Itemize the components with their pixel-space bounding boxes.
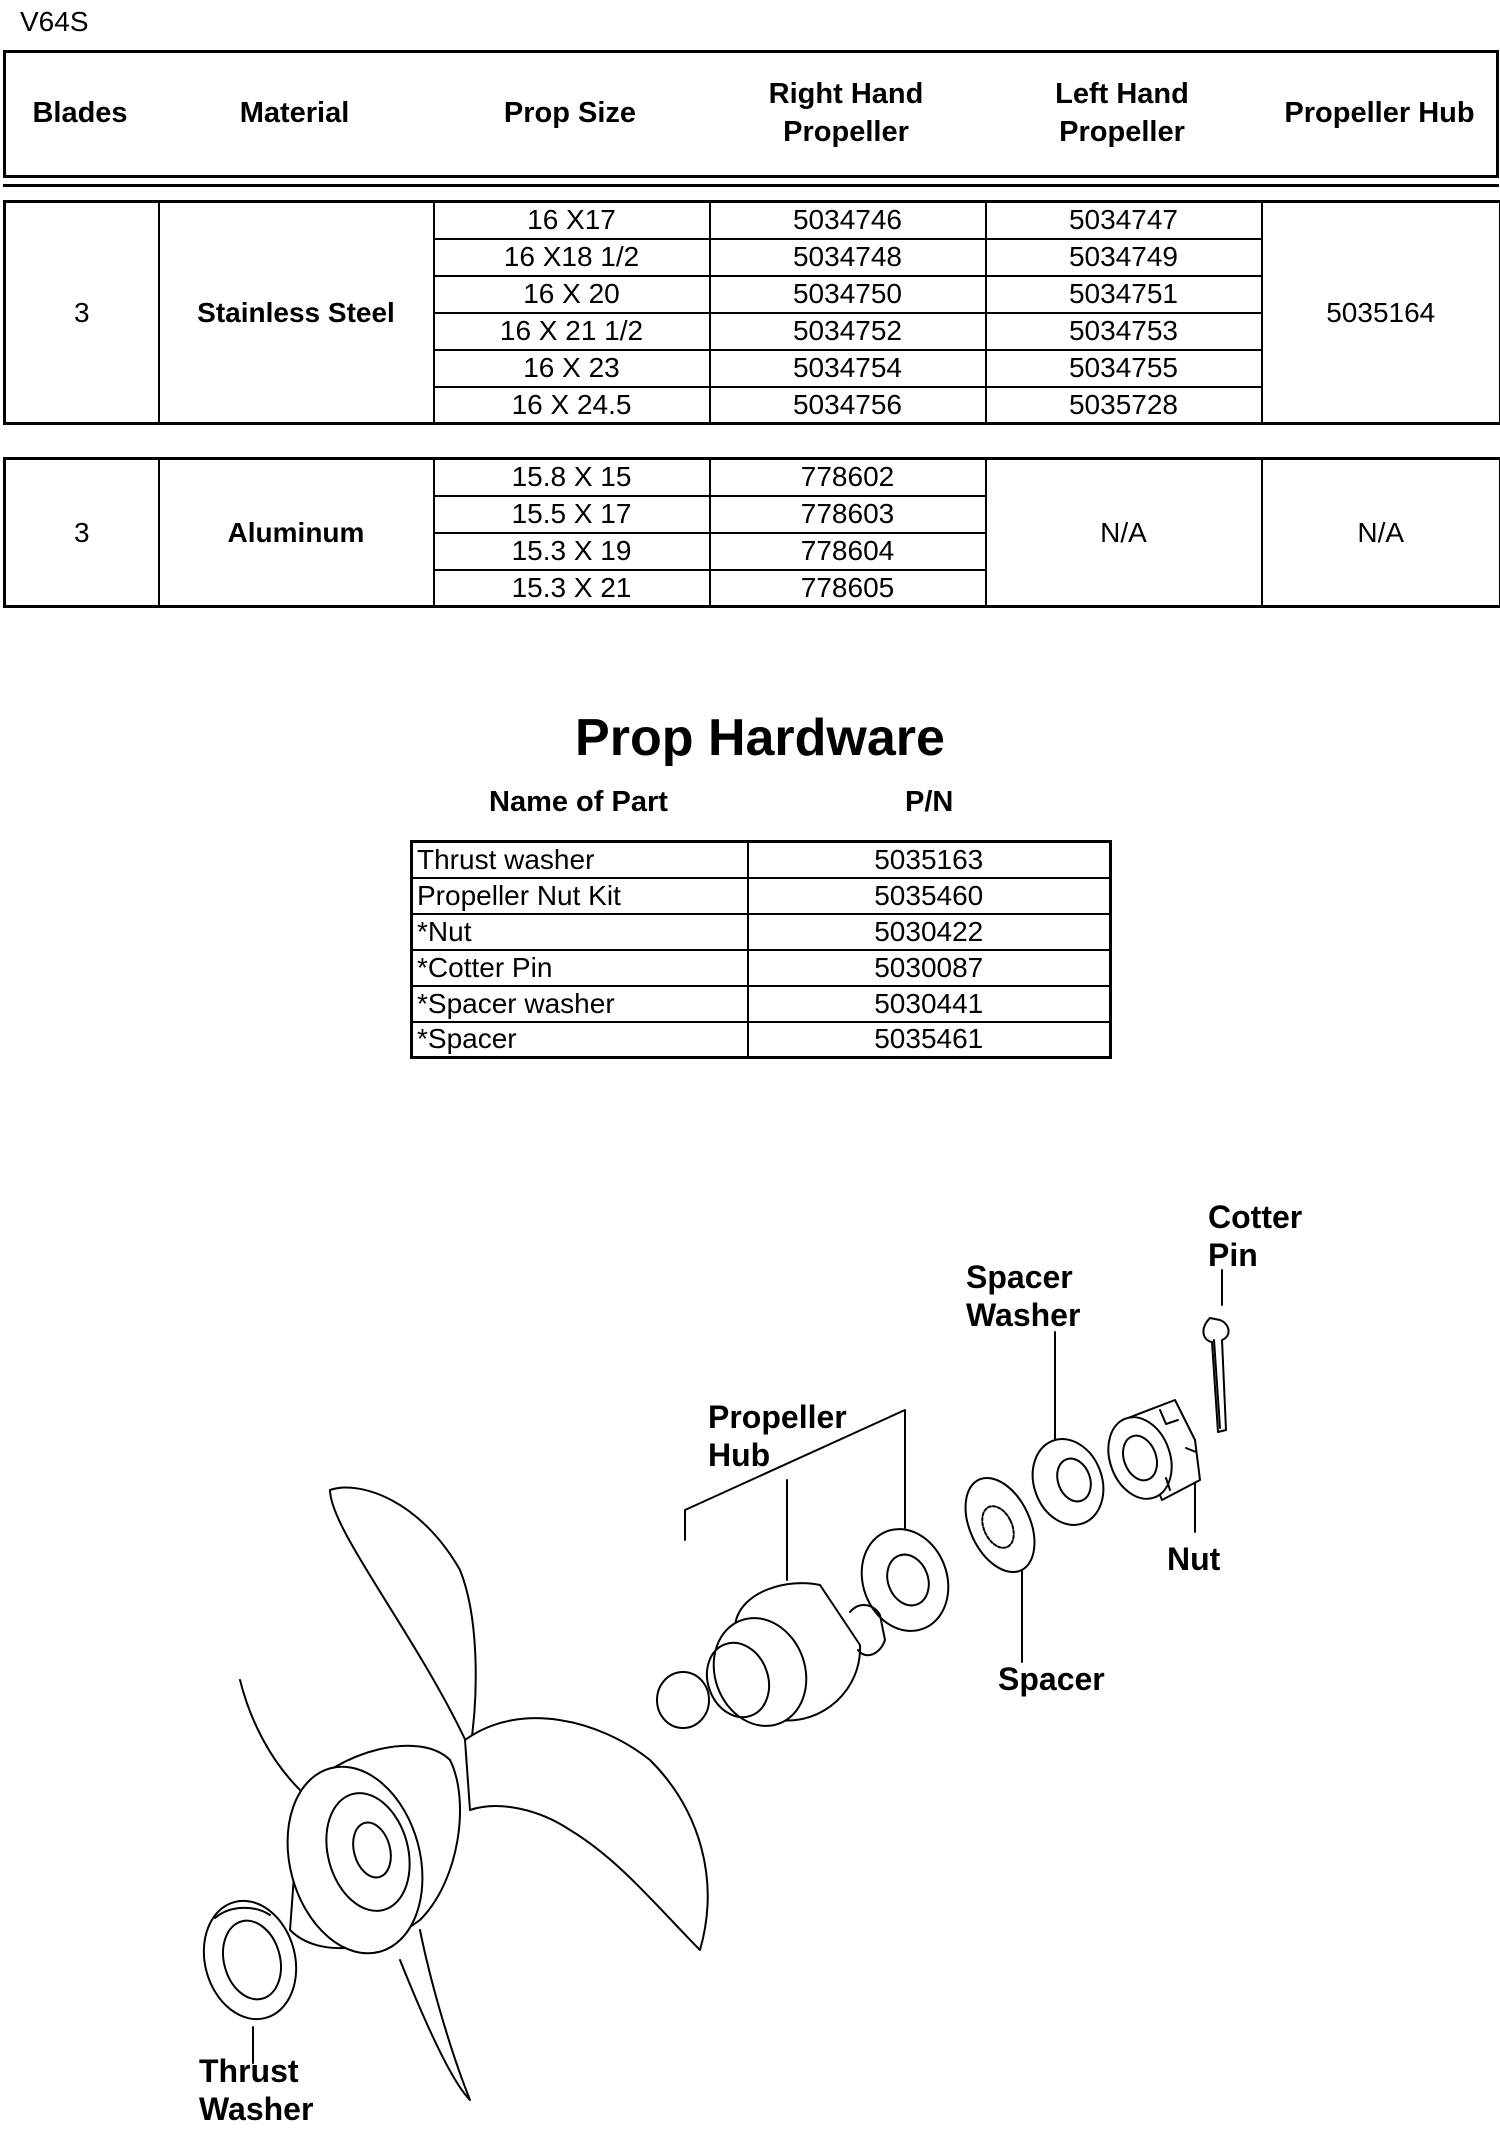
table-row: [412, 950, 1111, 986]
prop-hardware-title: Prop Hardware: [575, 709, 945, 767]
table-row: [412, 842, 1111, 878]
hardware-col-name: Name of Part: [489, 786, 668, 818]
aluminum-blades: 3: [5, 459, 159, 607]
prop-size-cell: 16 X17: [434, 202, 710, 239]
col-header-left-hand: Left Hand Propeller: [1055, 78, 1189, 148]
lh-part-cell: 5034755: [986, 350, 1262, 387]
rh-part-cell: 5034746: [710, 202, 986, 239]
lh-part-cell: 5034747: [986, 202, 1262, 239]
col-header-blades: Blades: [32, 97, 128, 130]
part-number-cell: 5030087: [748, 950, 1111, 986]
stainless-table: [3, 200, 1500, 425]
aluminum-lh: N/A: [986, 459, 1262, 607]
table-row: [412, 914, 1111, 950]
prop-size-cell: 16 X 24.5: [434, 387, 710, 424]
cotter-pin-part: [1203, 1318, 1228, 1432]
propeller-part: [240, 1488, 708, 2100]
col-header-hub: Propeller Hub: [1284, 97, 1475, 130]
label-nut: Nut: [1167, 1541, 1221, 1577]
aluminum-hub: N/A: [1262, 459, 1500, 607]
label-cotter-pin: Cotter Pin: [1208, 1199, 1303, 1273]
stainless-blades: 3: [5, 202, 159, 424]
col-header-prop-size: Prop Size: [503, 97, 637, 130]
prop-size-cell: 15.8 X 15: [434, 459, 710, 496]
nut-part: [1097, 1400, 1200, 1508]
lh-part-cell: 5034753: [986, 313, 1262, 350]
label-propeller-hub: Propeller Hub: [708, 1399, 847, 1473]
part-name-cell: Propeller Nut Kit: [412, 878, 748, 914]
label-spacer: Spacer: [998, 1661, 1105, 1697]
model-code: V64S: [20, 6, 89, 37]
rh-part-cell: 5034748: [710, 239, 986, 276]
table-row: [412, 878, 1111, 914]
part-name-cell: Thrust washer: [412, 842, 748, 878]
stainless-material: Stainless Steel: [159, 202, 434, 424]
col-header-right-hand: Right Hand Propeller: [768, 78, 924, 148]
part-number-cell: 5035460: [748, 878, 1111, 914]
part-name-cell: *Cotter Pin: [412, 950, 748, 986]
prop-size-cell: 15.3 X 19: [434, 533, 710, 570]
aluminum-material: Aluminum: [159, 459, 434, 607]
rh-part-cell: 778605: [710, 570, 986, 607]
aluminum-table: [3, 457, 1500, 608]
prop-size-cell: 16 X 23: [434, 350, 710, 387]
rh-part-cell: 778603: [710, 496, 986, 533]
lh-part-cell: 5034749: [986, 239, 1262, 276]
hardware-table: [410, 840, 1112, 1059]
prop-size-cell: 16 X18 1/2: [434, 239, 710, 276]
prop-size-cell: 15.5 X 17: [434, 496, 710, 533]
rh-part-cell: 5034754: [710, 350, 986, 387]
part-number-cell: 5035461: [748, 1022, 1111, 1058]
stainless-hub: 5035164: [1262, 202, 1500, 424]
lh-part-cell: 5034751: [986, 276, 1262, 313]
propeller-hub-part: [657, 1517, 962, 1739]
label-thrust-washer: Thrust Washer: [199, 2053, 314, 2127]
rh-part-cell: 5034752: [710, 313, 986, 350]
hardware-col-pn: P/N: [905, 786, 954, 818]
exploded-diagram: [0, 1140, 1500, 2129]
label-spacer-washer: Spacer Washer: [966, 1259, 1081, 1333]
part-number-cell: 5030422: [748, 914, 1111, 950]
part-number-cell: 5030441: [748, 986, 1111, 1022]
prop-size-cell: 16 X 20: [434, 276, 710, 313]
table-row: [412, 1022, 1111, 1058]
col-header-material: Material: [239, 97, 350, 130]
table-row: [412, 986, 1111, 1022]
rh-part-cell: 5034756: [710, 387, 986, 424]
spacer-washer-part: [1021, 1429, 1115, 1535]
rh-part-cell: 778602: [710, 459, 986, 496]
part-number-cell: 5035163: [748, 842, 1111, 878]
lh-part-cell: 5035728: [986, 387, 1262, 424]
part-name-cell: *Spacer: [412, 1022, 748, 1058]
part-name-cell: *Nut: [412, 914, 748, 950]
rh-part-cell: 778604: [710, 533, 986, 570]
prop-size-cell: 16 X 21 1/2: [434, 313, 710, 350]
prop-size-cell: 15.3 X 21: [434, 570, 710, 607]
header-divider: [3, 184, 1499, 187]
part-name-cell: *Spacer washer: [412, 986, 748, 1022]
rh-part-cell: 5034750: [710, 276, 986, 313]
